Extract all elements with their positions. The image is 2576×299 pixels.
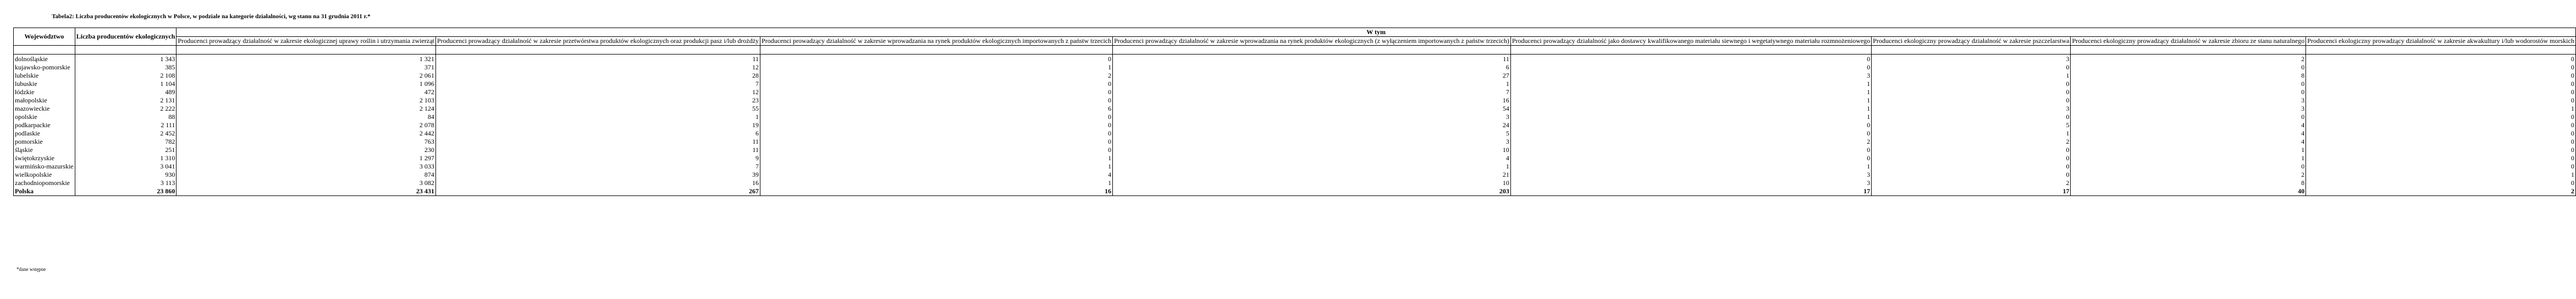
cell-liczba: 385 [75, 63, 176, 72]
cell-rynek: 3 [1113, 138, 1511, 146]
cell-uprawa: 230 [176, 146, 435, 154]
cell-material-siewny: 1 [1510, 105, 1871, 113]
cell-przetworstwo: 12 [435, 88, 760, 96]
cell-liczba: 251 [75, 146, 176, 154]
cell-wojewodztwo: zachodniopomorskie [14, 179, 75, 187]
cell-rynek: 10 [1113, 179, 1511, 187]
cell-wojewodztwo: dolnośląskie [14, 55, 75, 64]
header-col-akwakultura: Producenci ekologiczny prowadzący działalność w zakresie akwakultury i/lub wodorostów morskich [2306, 37, 2576, 46]
cell-przetworstwo: 7 [435, 80, 760, 88]
cell-material-siewny: 0 [1510, 55, 1871, 64]
cell-pszczelarstwo: 3 [1872, 55, 2071, 64]
cell-import: 4 [760, 171, 1113, 179]
header-liczba: Liczba producentów ekologicznych [75, 28, 176, 46]
cell-zbior: 8 [2071, 179, 2306, 187]
cell-zbior: 0 [2071, 88, 2306, 96]
cell-liczba: 1 104 [75, 80, 176, 88]
cell-wojewodztwo: podlaskie [14, 129, 75, 138]
cell-akwakultura: 0 [2306, 80, 2576, 88]
cell-pszczelarstwo: 0 [1872, 96, 2071, 105]
cell-akwakultura: 0 [2306, 146, 2576, 154]
cell-liczba: 1 310 [75, 154, 176, 162]
header-w-tym: W tym [176, 28, 2575, 37]
cell-rynek: 21 [1113, 171, 1511, 179]
cell-wojewodztwo: kujawsko-pomorskie [14, 63, 75, 72]
cell-import: 0 [760, 129, 1113, 138]
cell-zbior: 0 [2071, 162, 2306, 171]
header-col-rynek: Producenci prowadzący działalność w zakresie wprowadzania na rynek produktów ekologicznych (z wyłączeniem importowanych z państw trzecich) [1113, 37, 1511, 46]
cell-zbior: 2 [2071, 171, 2306, 179]
cell-import: 2 [760, 72, 1113, 80]
cell-akwakultura: 2 [2306, 187, 2576, 196]
cell-zbior: 8 [2071, 72, 2306, 80]
cell-wojewodztwo: wielkopolskie [14, 171, 75, 179]
cell-pszczelarstwo: 5 [1872, 121, 2071, 129]
cell-uprawa: 763 [176, 138, 435, 146]
cell-liczba: 2 131 [75, 96, 176, 105]
cell-przetworstwo: 11 [435, 55, 760, 64]
cell-material-siewny: 0 [1510, 129, 1871, 138]
cell-akwakultura: 0 [2306, 121, 2576, 129]
table-row [14, 63, 2576, 72]
cell-zbior: 0 [2071, 113, 2306, 121]
cell-akwakultura: 0 [2306, 72, 2576, 80]
table-row [14, 72, 2576, 80]
cell-rynek: 5 [1113, 129, 1511, 138]
cell-uprawa: 371 [176, 63, 435, 72]
cell-rynek: 54 [1113, 105, 1511, 113]
cell-akwakultura: 0 [2306, 55, 2576, 64]
cell-liczba: 2 111 [75, 121, 176, 129]
cell-material-siewny: 3 [1510, 72, 1871, 80]
cell-pszczelarstwo: 0 [1872, 63, 2071, 72]
cell-akwakultura: 0 [2306, 129, 2576, 138]
cell-pszczelarstwo: 0 [1872, 162, 2071, 171]
cell-akwakultura: 0 [2306, 162, 2576, 171]
cell-akwakultura: 0 [2306, 179, 2576, 187]
cell-material-siewny: 1 [1510, 96, 1871, 105]
cell-akwakultura: 0 [2306, 138, 2576, 146]
cell-pszczelarstwo: 3 [1872, 105, 2071, 113]
cell-import: 1 [760, 63, 1113, 72]
cell-uprawa: 1 297 [176, 154, 435, 162]
cell-material-siewny: 1 [1510, 162, 1871, 171]
cell-wojewodztwo: lubuskie [14, 80, 75, 88]
cell-material-siewny: 0 [1510, 121, 1871, 129]
cell-rynek: 27 [1113, 72, 1511, 80]
header-col-zbior: Producenci ekologiczny prowadzący działalność w zakresie zbioru ze stanu naturalnego [2071, 37, 2306, 46]
cell-rynek: 1 [1113, 162, 1511, 171]
cell-material-siewny: 0 [1510, 146, 1871, 154]
cell-przetworstwo: 23 [435, 96, 760, 105]
cell-rynek: 4 [1113, 154, 1511, 162]
cell-import: 1 [760, 179, 1113, 187]
cell-akwakultura: 1 [2306, 171, 2576, 179]
cell-material-siewny: 0 [1510, 154, 1871, 162]
header-col-material-siewny: Producenci prowadzący działalność jako dostawcy kwalifikowanego materiału siewnego i wegetatywnego materiału rozmnożeniowego [1510, 37, 1871, 46]
cell-import: 6 [760, 105, 1113, 113]
cell-material-siewny: 3 [1510, 179, 1871, 187]
cell-pszczelarstwo: 0 [1872, 171, 2071, 179]
header-spacer-row [14, 46, 2576, 55]
cell-akwakultura: 0 [2306, 154, 2576, 162]
cell-wojewodztwo: podkarpackie [14, 121, 75, 129]
cell-akwakultura: 0 [2306, 96, 2576, 105]
table-row [14, 80, 2576, 88]
cell-liczba: 2 452 [75, 129, 176, 138]
cell-przetworstwo: 19 [435, 121, 760, 129]
cell-rynek: 203 [1113, 187, 1511, 196]
cell-pszczelarstwo: 0 [1872, 113, 2071, 121]
cell-akwakultura: 0 [2306, 88, 2576, 96]
cell-uprawa: 84 [176, 113, 435, 121]
cell-zbior: 4 [2071, 129, 2306, 138]
cell-wojewodztwo: opolskie [14, 113, 75, 121]
cell-import: 0 [760, 80, 1113, 88]
cell-akwakultura: 1 [2306, 105, 2576, 113]
cell-pszczelarstwo: 0 [1872, 146, 2071, 154]
cell-uprawa: 2 103 [176, 96, 435, 105]
table-row [14, 146, 2576, 154]
cell-rynek: 11 [1113, 55, 1511, 64]
cell-rynek: 1 [1113, 80, 1511, 88]
cell-pszczelarstwo: 17 [1872, 187, 2071, 196]
cell-przetworstwo: 16 [435, 179, 760, 187]
total-row [14, 187, 2576, 196]
cell-wojewodztwo: Polska [14, 187, 75, 196]
cell-import: 0 [760, 88, 1113, 96]
cell-wojewodztwo: warmińsko-mazurskie [14, 162, 75, 171]
cell-rynek: 16 [1113, 96, 1511, 105]
footnote: *dane wstępne [16, 267, 46, 272]
cell-import: 16 [760, 187, 1113, 196]
cell-liczba: 88 [75, 113, 176, 121]
cell-rynek: 3 [1113, 113, 1511, 121]
cell-zbior: 3 [2071, 96, 2306, 105]
cell-uprawa: 874 [176, 171, 435, 179]
cell-zbior: 3 [2071, 105, 2306, 113]
cell-przetworstwo: 1 [435, 113, 760, 121]
cell-liczba: 2 108 [75, 72, 176, 80]
cell-pszczelarstwo: 0 [1872, 154, 2071, 162]
cell-uprawa: 2 442 [176, 129, 435, 138]
cell-rynek: 7 [1113, 88, 1511, 96]
cell-wojewodztwo: pomorskie [14, 138, 75, 146]
cell-uprawa: 1 096 [176, 80, 435, 88]
cell-pszczelarstwo: 1 [1872, 72, 2071, 80]
producers-table [13, 28, 2576, 196]
cell-material-siewny: 1 [1510, 88, 1871, 96]
cell-wojewodztwo: lubelskie [14, 72, 75, 80]
cell-liczba: 2 222 [75, 105, 176, 113]
cell-import: 1 [760, 154, 1113, 162]
table-row [14, 179, 2576, 187]
cell-wojewodztwo: małopolskie [14, 96, 75, 105]
cell-przetworstwo: 28 [435, 72, 760, 80]
cell-liczba: 23 860 [75, 187, 176, 196]
cell-przetworstwo: 11 [435, 146, 760, 154]
cell-zbior: 4 [2071, 138, 2306, 146]
cell-uprawa: 1 321 [176, 55, 435, 64]
header-col-przetworstwo: Producenci prowadzący działalność w zakresie przetwórstwa produktów ekologicznych oraz produkcji pasz i/lub drożdży [435, 37, 760, 46]
cell-import: 0 [760, 121, 1113, 129]
cell-liczba: 3 113 [75, 179, 176, 187]
cell-akwakultura: 0 [2306, 113, 2576, 121]
cell-wojewodztwo: świętokrzyskie [14, 154, 75, 162]
cell-import: 1 [760, 162, 1113, 171]
cell-przetworstwo: 55 [435, 105, 760, 113]
cell-wojewodztwo: mazowieckie [14, 105, 75, 113]
cell-akwakultura: 0 [2306, 63, 2576, 72]
cell-wojewodztwo: śląskie [14, 146, 75, 154]
cell-uprawa: 3 033 [176, 162, 435, 171]
cell-uprawa: 23 431 [176, 187, 435, 196]
table-row [14, 154, 2576, 162]
cell-import: 0 [760, 55, 1113, 64]
cell-material-siewny: 17 [1510, 187, 1871, 196]
cell-import: 0 [760, 146, 1113, 154]
cell-liczba: 1 343 [75, 55, 176, 64]
cell-zbior: 4 [2071, 121, 2306, 129]
cell-pszczelarstwo: 2 [1872, 138, 2071, 146]
header-wojewodztwo: Województwo [14, 28, 75, 46]
cell-przetworstwo: 6 [435, 129, 760, 138]
cell-pszczelarstwo: 0 [1872, 80, 2071, 88]
table-row [14, 162, 2576, 171]
table-row [14, 129, 2576, 138]
table-row [14, 105, 2576, 113]
cell-liczba: 782 [75, 138, 176, 146]
cell-przetworstwo: 39 [435, 171, 760, 179]
cell-uprawa: 2 078 [176, 121, 435, 129]
cell-zbior: 40 [2071, 187, 2306, 196]
cell-przetworstwo: 267 [435, 187, 760, 196]
table-row [14, 138, 2576, 146]
cell-wojewodztwo: łódzkie [14, 88, 75, 96]
cell-przetworstwo: 9 [435, 154, 760, 162]
cell-uprawa: 2 124 [176, 105, 435, 113]
cell-material-siewny: 2 [1510, 138, 1871, 146]
cell-zbior: 0 [2071, 63, 2306, 72]
cell-zbior: 2 [2071, 55, 2306, 64]
cell-uprawa: 3 082 [176, 179, 435, 187]
table-row [14, 113, 2576, 121]
table-row [14, 88, 2576, 96]
cell-material-siewny: 1 [1510, 113, 1871, 121]
table-body [14, 55, 2576, 196]
cell-pszczelarstwo: 2 [1872, 179, 2071, 187]
cell-material-siewny: 1 [1510, 80, 1871, 88]
cell-uprawa: 2 061 [176, 72, 435, 80]
cell-zbior: 0 [2071, 80, 2306, 88]
header-col-import: Producenci prowadzący działalność w zakresie wprowadzania na rynek produktów ekologicznych importowanych z państw trzecich [760, 37, 1113, 46]
cell-przetworstwo: 12 [435, 63, 760, 72]
cell-liczba: 930 [75, 171, 176, 179]
cell-przetworstwo: 11 [435, 138, 760, 146]
header-col-pszczelarstwo: Producenci ekologiczny prowadzący działalność w zakresie pszczelarstwa [1872, 37, 2071, 46]
cell-zbior: 1 [2071, 146, 2306, 154]
cell-import: 0 [760, 96, 1113, 105]
table-title: Tabela2: Liczba producentów ekologicznych w Polsce, w podziale na kategorie działalności, wg stanu na 31 grudnia 2011 r.* [52, 13, 371, 20]
cell-uprawa: 472 [176, 88, 435, 96]
cell-material-siewny: 0 [1510, 63, 1871, 72]
cell-import: 0 [760, 113, 1113, 121]
cell-rynek: 6 [1113, 63, 1511, 72]
cell-pszczelarstwo: 1 [1872, 129, 2071, 138]
table-row [14, 55, 2576, 64]
cell-import: 0 [760, 138, 1113, 146]
cell-zbior: 1 [2071, 154, 2306, 162]
table-row [14, 96, 2576, 105]
cell-liczba: 3 041 [75, 162, 176, 171]
cell-material-siewny: 3 [1510, 171, 1871, 179]
cell-rynek: 24 [1113, 121, 1511, 129]
cell-przetworstwo: 7 [435, 162, 760, 171]
header-col-uprawa: Producenci prowadzący działalność w zakresie ekologicznej uprawy roślin i utrzymania zwierząt [176, 37, 435, 46]
table-row [14, 171, 2576, 179]
table-row [14, 121, 2576, 129]
cell-pszczelarstwo: 0 [1872, 88, 2071, 96]
cell-liczba: 489 [75, 88, 176, 96]
cell-rynek: 10 [1113, 146, 1511, 154]
